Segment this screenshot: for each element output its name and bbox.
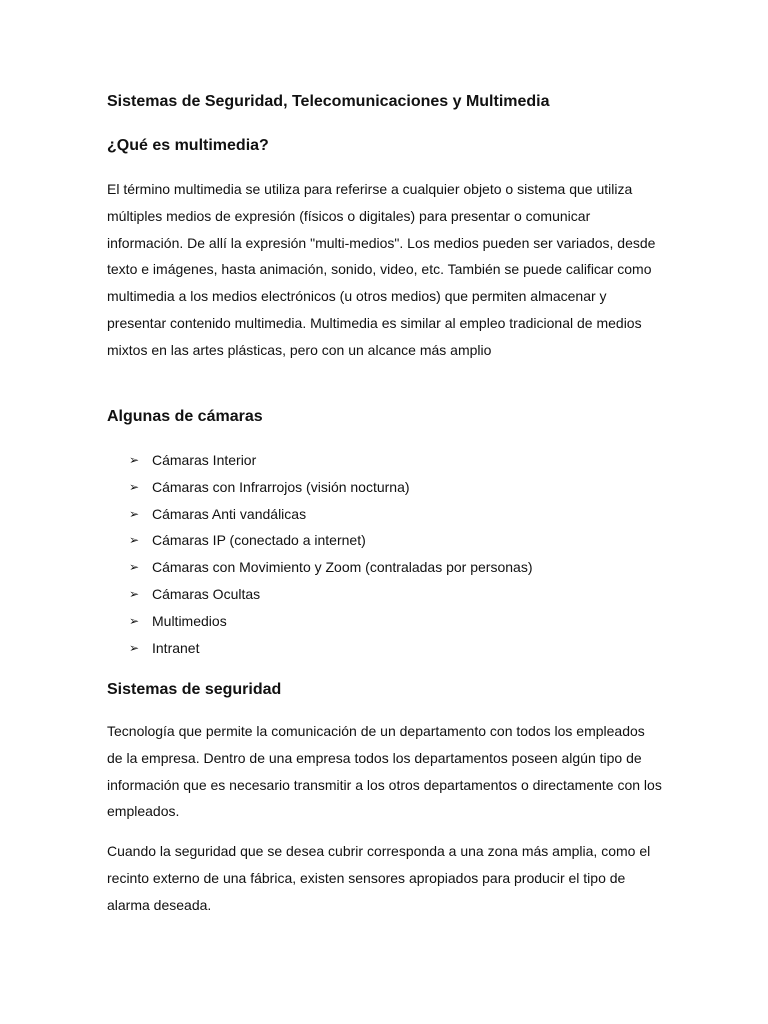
- arrowhead-bullet-icon: ➢: [129, 586, 140, 601]
- arrowhead-bullet-icon: ➢: [129, 506, 140, 521]
- list-item-label: Cámaras Anti vandálicas: [152, 505, 307, 522]
- seguridad-paragraph-2: Cuando la seguridad que se desea cubrir corresponda a una zona más amplia, como el recinto externo de una fábrica, existen sensores apropiados para producir el tipo de alarma deseada.: [107, 843, 651, 913]
- seguridad-paragraph-1: Tecnología que permite la comunicación de un departamento con todos los empleados de la empresa. Dentro de una empresa todos los departamentos poseen algún tipo de información que es necesario transmitir a los otros departamentos o directamente con los empleados.: [107, 723, 662, 820]
- list-item: [129, 447, 533, 474]
- list-item-label: Cámaras con Infrarrojos (visión nocturna): [152, 478, 410, 495]
- arrowhead-bullet-icon: ➢: [129, 479, 140, 494]
- list-item: [129, 581, 533, 608]
- arrowhead-bullet-icon: ➢: [129, 613, 140, 628]
- camaras-list: [129, 447, 533, 661]
- list-item: [129, 501, 533, 528]
- list-item: [129, 527, 533, 554]
- list-item-label: Intranet: [152, 639, 200, 656]
- heading-sistemas-seguridad: Sistemas de seguridad: [107, 681, 282, 698]
- document-title: Sistemas de Seguridad, Telecomunicaciones y Multimedia: [107, 93, 550, 110]
- arrowhead-bullet-icon: ➢: [129, 453, 140, 467]
- list-item: [129, 474, 533, 501]
- arrowhead-bullet-icon: ➢: [129, 560, 140, 575]
- list-item: [129, 635, 533, 662]
- list-item-label: Cámaras con Movimiento y Zoom (contraladas por personas): [152, 559, 533, 576]
- multimedia-paragraph: El término multimedia se utiliza para referirse a cualquier objeto o sistema que utiliza múltiples medios de expresión (físicos o digitales) para presentar o comunicar información. De allí la expresión "multi-medios". Los medios pueden ser variados, desde texto e imágenes, hasta animación, sonido, video, etc. También se puede calificar como multimedia a los medios electrónicos (u otros medios) que permiten almacenar y presentar contenido multimedia. Multimedia es similar al empleo tradicional de medios mixtos en las artes plásticas, pero con un alcance más amplio: [107, 181, 656, 358]
- heading-algunas-camaras: Algunas de cámaras: [107, 408, 263, 425]
- list-item: [129, 608, 533, 635]
- list-item-label: Multimedios: [152, 612, 227, 629]
- list-item-label: Cámaras Ocultas: [152, 585, 261, 602]
- list-item: [129, 554, 533, 581]
- list-item-label: Cámaras IP (conectado a internet): [152, 532, 366, 549]
- arrowhead-bullet-icon: ➢: [129, 640, 140, 655]
- list-item-label: Cámaras Interior: [152, 452, 257, 468]
- arrowhead-bullet-icon: ➢: [129, 533, 140, 548]
- heading-que-es-multimedia: ¿Qué es multimedia?: [107, 137, 269, 154]
